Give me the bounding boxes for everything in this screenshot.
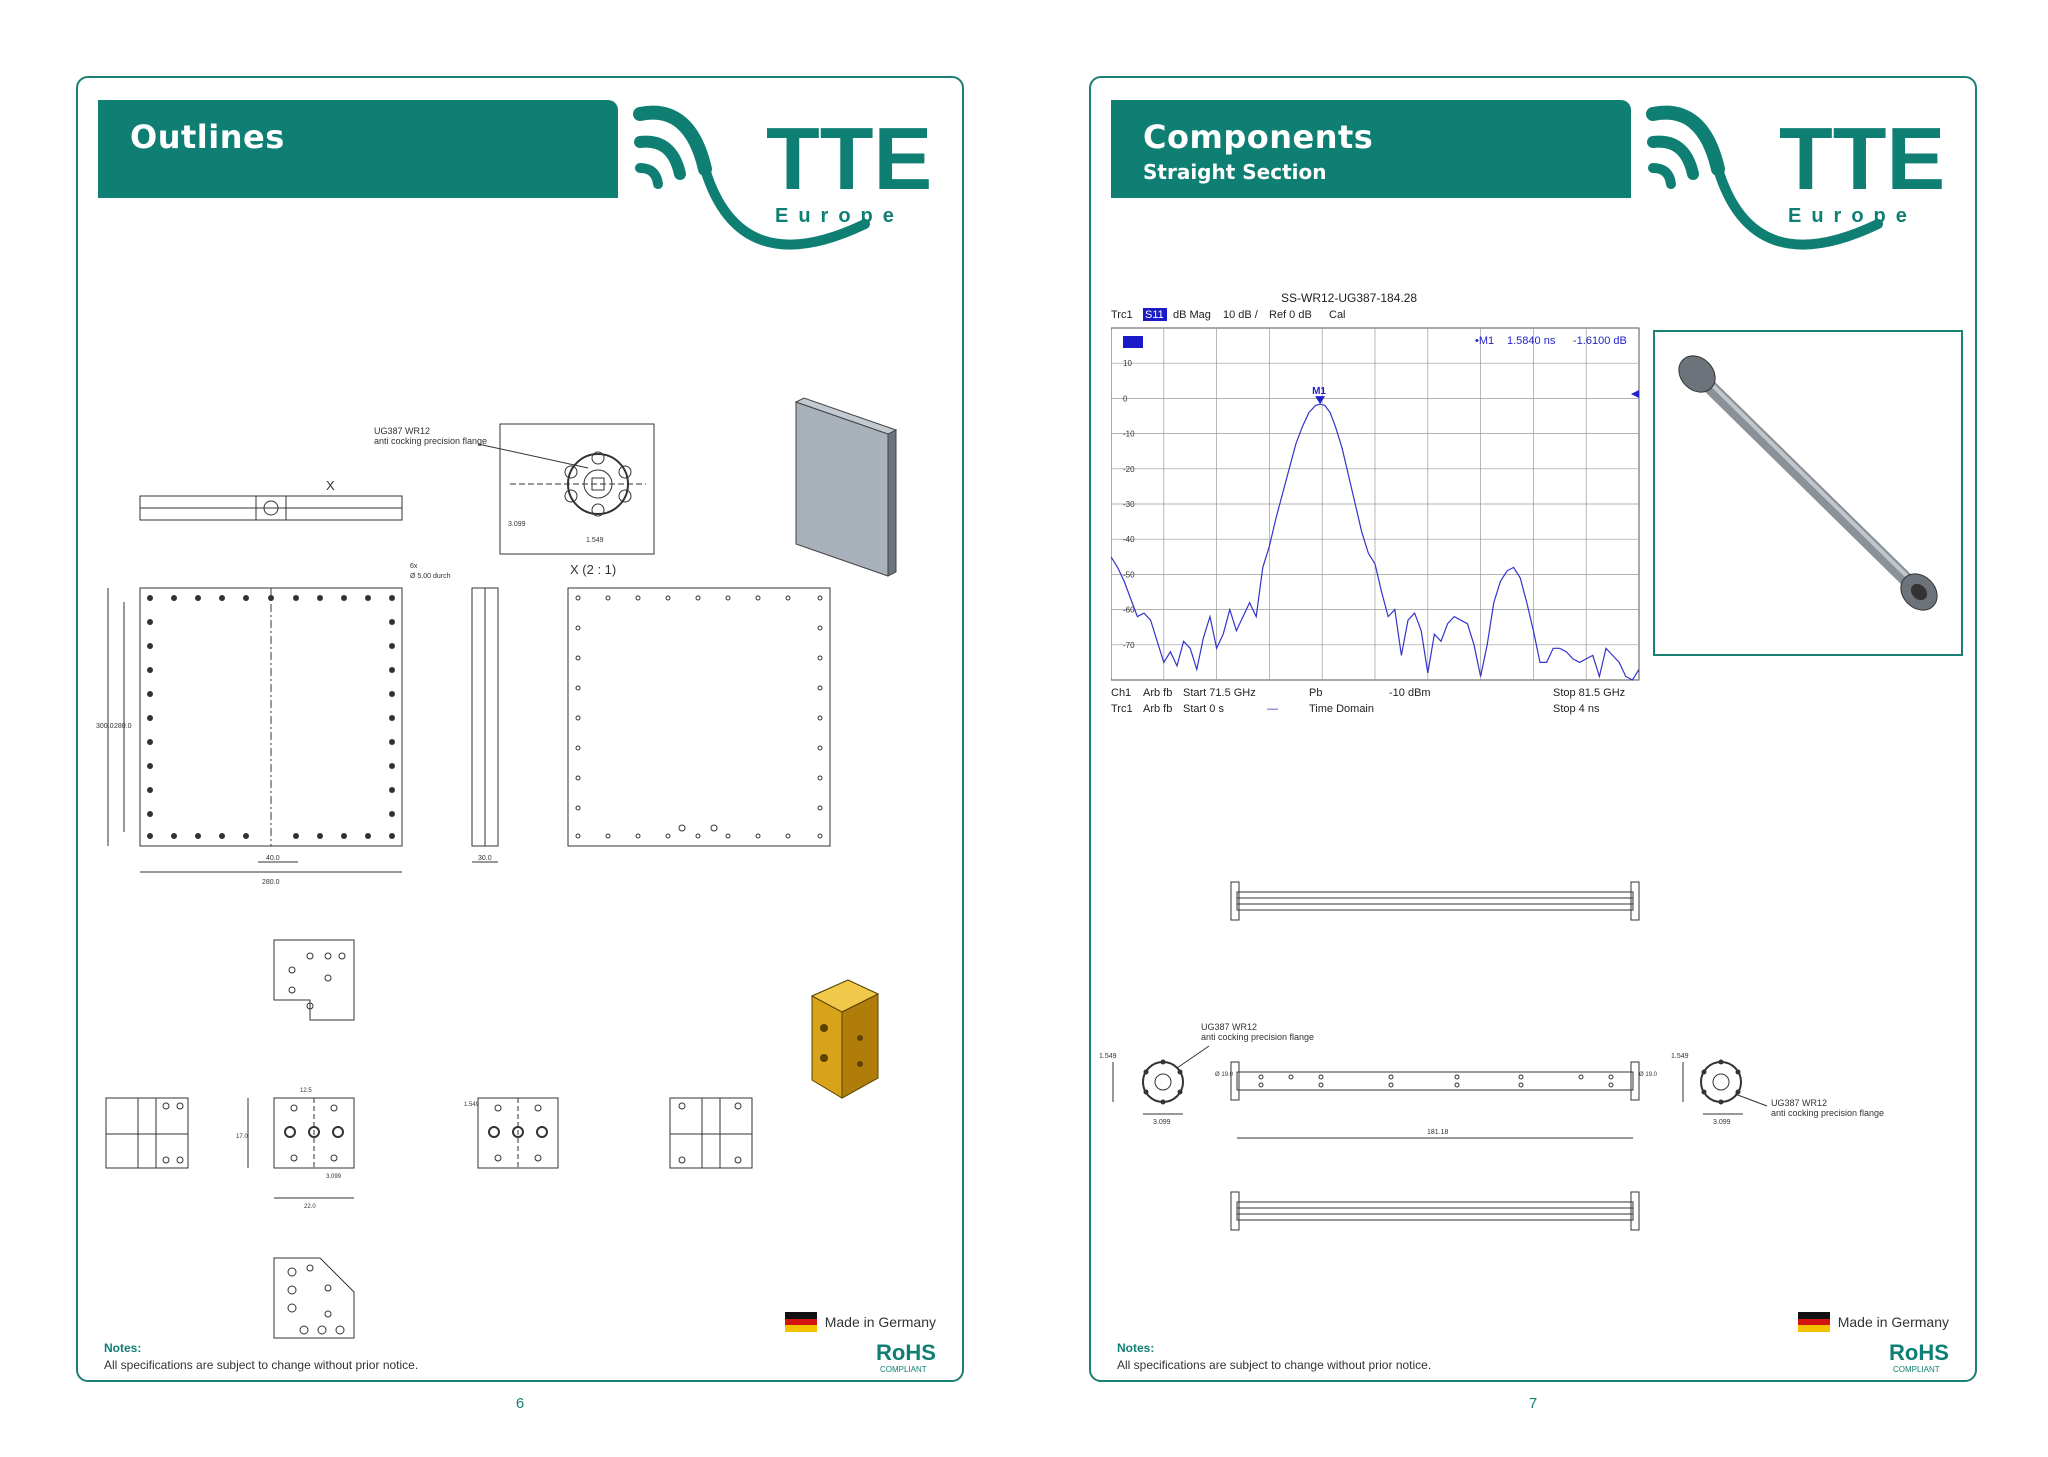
y-tick-label: -30: [1123, 500, 1135, 509]
tte-europe-logo: [630, 94, 950, 264]
block-views: [106, 940, 752, 1338]
logo-word: TTE: [766, 109, 933, 208]
hole-dia: Ø 5.00 durch: [410, 573, 451, 580]
y-tick-label: -10: [1123, 429, 1135, 439]
top-view-section: [1237, 892, 1633, 910]
dim-125: 12.5: [300, 1088, 312, 1094]
logo-sub: Europe: [1788, 205, 1917, 227]
flange-label-1: UG387 WR12: [374, 426, 431, 436]
dim-280v: 280.0: [114, 723, 132, 730]
chart-footer: [1111, 687, 1625, 715]
svg-text:RoHS: RoHS: [876, 1340, 936, 1365]
y-tick-label: -70: [1123, 640, 1135, 650]
svg-text:—: —: [1267, 703, 1278, 715]
outline-drawings: [78, 258, 962, 1358]
dim-40: 40.0: [266, 855, 280, 862]
logo-sub: Europe: [775, 205, 904, 227]
dim-dia-right: Ø 19.0: [1639, 1072, 1658, 1078]
svg-text:-10 dBm: -10 dBm: [1389, 687, 1431, 699]
detail-scale: X (2 : 1): [570, 562, 617, 577]
plate-3d: [796, 398, 896, 576]
rohs-compliant-icon: [876, 1338, 936, 1374]
y-tick-label: 10: [1123, 359, 1132, 369]
svg-text:Stop 4 ns: Stop 4 ns: [1553, 703, 1600, 715]
notes-label: Notes:: [104, 1341, 142, 1355]
dim-300: 300.0: [96, 723, 114, 730]
hdr-scale: 10 dB /: [1223, 309, 1258, 321]
marker-readout-x: 1.5840 ns: [1507, 335, 1556, 347]
dim-3099-left: 3.099: [1153, 1119, 1171, 1126]
made-in-text: Made in Germany: [824, 1314, 936, 1330]
german-flag-icon: [785, 1312, 817, 1332]
tte-europe-logo: [1643, 94, 1963, 264]
made-in-germany: [785, 1312, 936, 1332]
notes: [1117, 1341, 1431, 1372]
chart-title: SS-WR12-UG387-184.28: [1281, 291, 1418, 305]
section-title: Components: [1143, 118, 1374, 156]
page-left: [76, 76, 964, 1412]
notes-text: All specifications are subject to change without prior notice.: [104, 1358, 419, 1372]
svg-text:Pb: Pb: [1309, 687, 1323, 699]
dim-dia-left: Ø 19.0: [1215, 1072, 1234, 1078]
block-3d-gold: [812, 980, 878, 1098]
marker-readout-y: -1.6100 dB: [1573, 335, 1627, 347]
y-tick-label: 0: [1123, 394, 1128, 404]
y-tick-label: -20: [1123, 464, 1135, 474]
dim-3099: 3.099: [508, 521, 526, 528]
straight-section-drawings: [1091, 798, 1975, 1258]
flange-left-label-1: UG387 WR12: [1201, 1022, 1258, 1032]
flange-right-label-2: anti cocking precision flange: [1771, 1108, 1885, 1118]
dim-17: 17.0: [236, 1134, 248, 1140]
svg-text:Start 0 s: Start 0 s: [1183, 703, 1224, 715]
s11-time-domain-chart: [1111, 288, 1641, 728]
dim-3099b: 3.099: [326, 1174, 342, 1180]
dim-1549b: 1.549: [464, 1102, 480, 1108]
y-tick-label: -40: [1123, 535, 1135, 545]
dim-3099-right: 3.099: [1713, 1119, 1731, 1126]
svg-text:Start 71.5 GHz: Start 71.5 GHz: [1183, 687, 1256, 699]
rohs-compliant-icon: [1889, 1338, 1949, 1374]
svg-text:COMPLIANT: COMPLIANT: [1893, 1365, 1940, 1374]
section-banner: [98, 100, 618, 198]
detail-box: [500, 424, 654, 554]
svg-text:Trc1: Trc1: [1111, 703, 1133, 715]
flange-end-right: [1701, 1062, 1741, 1102]
page-number: 7: [1528, 1395, 1538, 1412]
hole-count: 6x: [410, 563, 418, 570]
hdr-cal: Cal: [1329, 309, 1346, 321]
hdr-param: S11: [1145, 309, 1164, 321]
german-flag-icon: [1798, 1312, 1830, 1332]
svg-text:Ch1: Ch1: [1111, 687, 1132, 699]
y-tick-label: -60: [1123, 605, 1135, 615]
made-in-text: Made in Germany: [1837, 1314, 1949, 1330]
hdr-format: dB Mag: [1173, 309, 1211, 321]
svg-text:Arb fb: Arb fb: [1143, 687, 1173, 699]
marker-m1-name: M1: [1312, 386, 1326, 398]
page-number: 6: [515, 1395, 525, 1412]
straight-section-3d: [1653, 330, 1963, 656]
svg-text:Arb fb: Arb fb: [1143, 703, 1173, 715]
svg-text:Stop 81.5 GHz: Stop 81.5 GHz: [1553, 687, 1626, 699]
section-subtitle: Straight Section: [1143, 160, 1327, 184]
made-in-germany: [1798, 1312, 1949, 1332]
bottom-view-section: [1237, 1202, 1633, 1220]
svg-text:COMPLIANT: COMPLIANT: [880, 1365, 927, 1374]
hdr-ref: Ref 0 dB: [1269, 309, 1312, 321]
marker-readout-name: •M1: [1475, 335, 1495, 347]
trace-indicator: [1123, 336, 1143, 348]
flange-label-2: anti cocking precision flange: [374, 436, 488, 446]
dim-22: 22.0: [304, 1204, 316, 1210]
svg-text:Time Domain: Time Domain: [1309, 703, 1374, 715]
detail-ref: X: [326, 478, 335, 493]
section-banner: [1111, 100, 1631, 198]
hdr-trc: Trc1: [1111, 309, 1133, 321]
page-right: [1089, 76, 1977, 1412]
plate-back: [568, 588, 830, 846]
section-title: Outlines: [130, 118, 285, 156]
y-tick-label: -50: [1123, 570, 1135, 580]
side-view-section: [1237, 1072, 1633, 1090]
logo-word: TTE: [1779, 109, 1946, 208]
dim-30: 30.0: [478, 855, 492, 862]
dim-length: 181.18: [1427, 1129, 1449, 1136]
dim-1549-right: 1.549: [1671, 1053, 1689, 1060]
notes-text: All specifications are subject to change without prior notice.: [1117, 1358, 1432, 1372]
notes: [104, 1341, 418, 1372]
dim-1549-left: 1.549: [1099, 1053, 1117, 1060]
notes-label: Notes:: [1117, 1341, 1155, 1355]
flange-left-label-2: anti cocking precision flange: [1201, 1032, 1315, 1042]
flange-right-label-1: UG387 WR12: [1771, 1098, 1828, 1108]
svg-text:RoHS: RoHS: [1889, 1340, 1949, 1365]
dim-1549: 1.549: [586, 537, 604, 544]
dim-280h: 280.0: [262, 879, 280, 886]
